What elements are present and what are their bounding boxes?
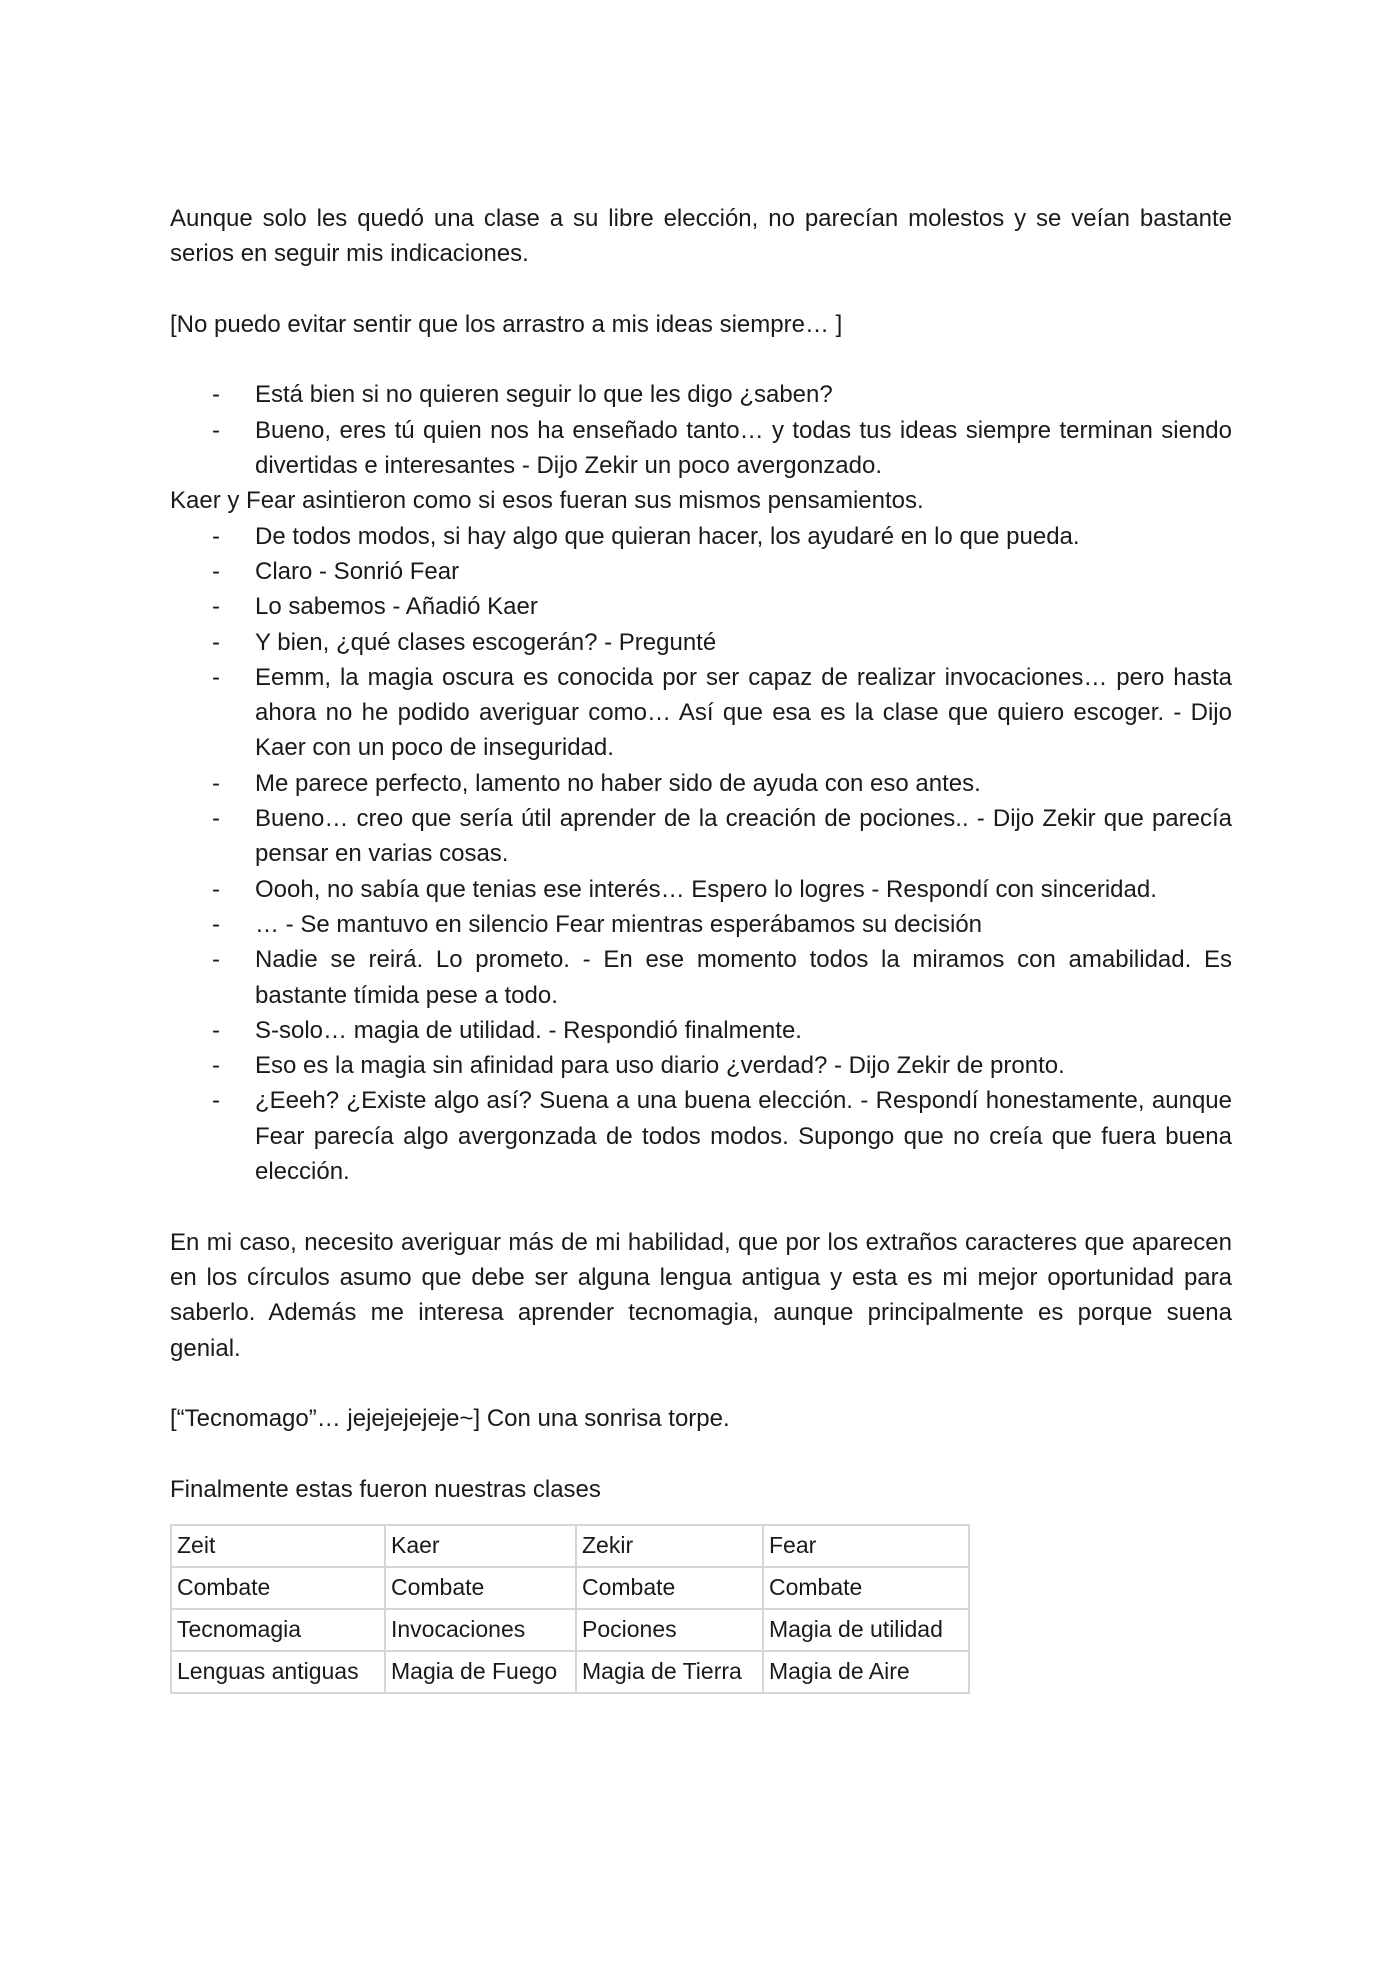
dash-marker: - [212, 628, 220, 656]
dash-marker: - [212, 1087, 220, 1115]
table-cell: Magia de Aire [763, 1651, 969, 1693]
narrative-paragraph-intro: Aunque solo les quedó una clase a su libre elección, no parecían molestos y se veían bastante serios en seguir mis indicaciones. [170, 205, 1232, 268]
table-cell: Invocaciones [385, 1609, 576, 1651]
table-cell: Magia de Fuego [385, 1651, 576, 1693]
paragraph-spacer [170, 1189, 1232, 1224]
paragraph-spacer [170, 1366, 1232, 1401]
table-cell: Tecnomagia [171, 1609, 385, 1651]
paragraph-spacer [170, 342, 1232, 377]
dialogue-line [170, 589, 1232, 624]
table-row [171, 1567, 969, 1609]
dialogue-text: De todos modos, si hay algo que quieran hacer, los ayudaré en lo que pueda. [255, 522, 1080, 550]
table-cell: Magia de utilidad [763, 1609, 969, 1651]
dash-marker: - [212, 557, 220, 585]
dialogue-text: … - Se mantuvo en silencio Fear mientras esperábamos su decisión [255, 910, 983, 938]
dialogue-line [170, 907, 1232, 942]
dash-marker: - [212, 381, 220, 409]
dialogue-list-b [170, 519, 1232, 1190]
dash-marker: - [212, 805, 220, 833]
table-row [171, 1609, 969, 1651]
dialogue-text: Me parece perfecto, lamento no haber sido de ayuda con eso antes. [255, 769, 981, 797]
dialogue-text: Bueno… creo que sería útil aprender de la creación de pociones.. - Dijo Zekir que parecía pensar en varias cosas. [255, 805, 1232, 868]
dash-marker: - [212, 875, 220, 903]
dialogue-text: ¿Eeeh? ¿Existe algo así? Suena a una buena elección. - Respondí honestamente, aunque Fear parecía algo avergonzada de todos modos. Supongo que no creía que fuera buena elección. [255, 1087, 1232, 1186]
paragraph-spacer [170, 272, 1232, 307]
narrative-paragraph-nod: Kaer y Fear asintieron como si esos fueran sus mismos pensamientos. [170, 487, 924, 515]
dialogue-text: Y bien, ¿qué clases escogerán? - Pregunté [255, 628, 717, 656]
dialogue-text: Bueno, eres tú quien nos ha enseñado tanto… y todas tus ideas siempre terminan siendo divertidas e interesantes - Dijo Zekir un poco avergonzado. [255, 416, 1232, 480]
table-cell: Fear [763, 1525, 969, 1567]
table-cell: Lenguas antiguas [171, 1651, 385, 1693]
dialogue-line [170, 625, 1232, 660]
table-cell: Zekir [576, 1525, 763, 1567]
paragraph-spacer [170, 1436, 1232, 1471]
narrative-paragraph-classes-intro: Finalmente estas fueron nuestras clases [170, 1475, 601, 1503]
table-cell: Zeit [171, 1525, 385, 1567]
dialogue-line [170, 413, 1232, 484]
table-cell: Kaer [385, 1525, 576, 1567]
dialogue-text: Eso es la magia sin afinidad para uso diario ¿verdad? - Dijo Zekir de pronto. [255, 1052, 1065, 1080]
dash-marker: - [212, 946, 220, 974]
table-cell: Magia de Tierra [576, 1651, 763, 1693]
dialogue-list-a [170, 377, 1232, 483]
table-cell: Combate [385, 1567, 576, 1609]
dialogue-line [170, 766, 1232, 801]
dialogue-line [170, 801, 1232, 872]
dash-marker: - [212, 522, 220, 550]
dialogue-line [170, 1048, 1232, 1083]
dash-marker: - [212, 910, 220, 938]
inner-thought-paragraph: [No puedo evitar sentir que los arrastro a mis ideas siempre… ] [170, 310, 843, 338]
dialogue-line [170, 660, 1232, 766]
dialogue-line [170, 1013, 1232, 1048]
dash-marker: - [212, 1052, 220, 1080]
dialogue-line [170, 519, 1232, 554]
table-cell: Combate [576, 1567, 763, 1609]
table-cell: Combate [763, 1567, 969, 1609]
dialogue-text: Eemm, la magia oscura es conocida por ser capaz de realizar invocaciones… pero hasta ahora no he podido averiguar como… Así que esa es la clase que quiero escoger. - Dijo Kaer con un poco de inseguridad. [255, 663, 1232, 762]
document-page [170, 201, 1232, 1694]
dialogue-line [170, 1083, 1232, 1189]
dialogue-text: Nadie se reirá. Lo prometo. - En ese momento todos la miramos con amabilidad. Es bastante tímida pese a todo. [255, 946, 1232, 1009]
dash-marker: - [212, 416, 220, 444]
dialogue-line [170, 554, 1232, 589]
narrative-paragraph-ability: En mi caso, necesito averiguar más de mi habilidad, que por los extraños caracteres que aparecen en los círculos asumo que debe ser alguna lengua antigua y esta es mi mejor oportunidad para saberlo. Además me interesa aprender tecnomagia, aunque principalmente es porque suena genial. [170, 1228, 1232, 1362]
dialogue-text: Lo sabemos - Añadió Kaer [255, 593, 538, 621]
dialogue-text: S-solo… magia de utilidad. - Respondió finalmente. [255, 1016, 802, 1044]
table-row [171, 1525, 969, 1567]
dash-marker: - [212, 593, 220, 621]
dialogue-line [170, 942, 1232, 1013]
dialogue-line [170, 377, 1232, 412]
inner-thought-paragraph-tecnomago: [“Tecnomago”… jejejejejeje~] Con una sonrisa torpe. [170, 1405, 730, 1433]
dash-marker: - [212, 769, 220, 797]
table-row [171, 1651, 969, 1693]
dash-marker: - [212, 663, 220, 691]
dash-marker: - [212, 1016, 220, 1044]
classes-table [170, 1524, 970, 1694]
classes-table-container [170, 1524, 1232, 1694]
dialogue-text: Está bien si no quieren seguir lo que les digo ¿saben? [255, 381, 833, 409]
dialogue-text: Oooh, no sabía que tenias ese interés… Espero lo logres - Respondí con sinceridad. [255, 875, 1157, 903]
table-cell: Pociones [576, 1609, 763, 1651]
dialogue-text: Claro - Sonrió Fear [255, 557, 460, 585]
dialogue-line [170, 872, 1232, 907]
table-cell: Combate [171, 1567, 385, 1609]
